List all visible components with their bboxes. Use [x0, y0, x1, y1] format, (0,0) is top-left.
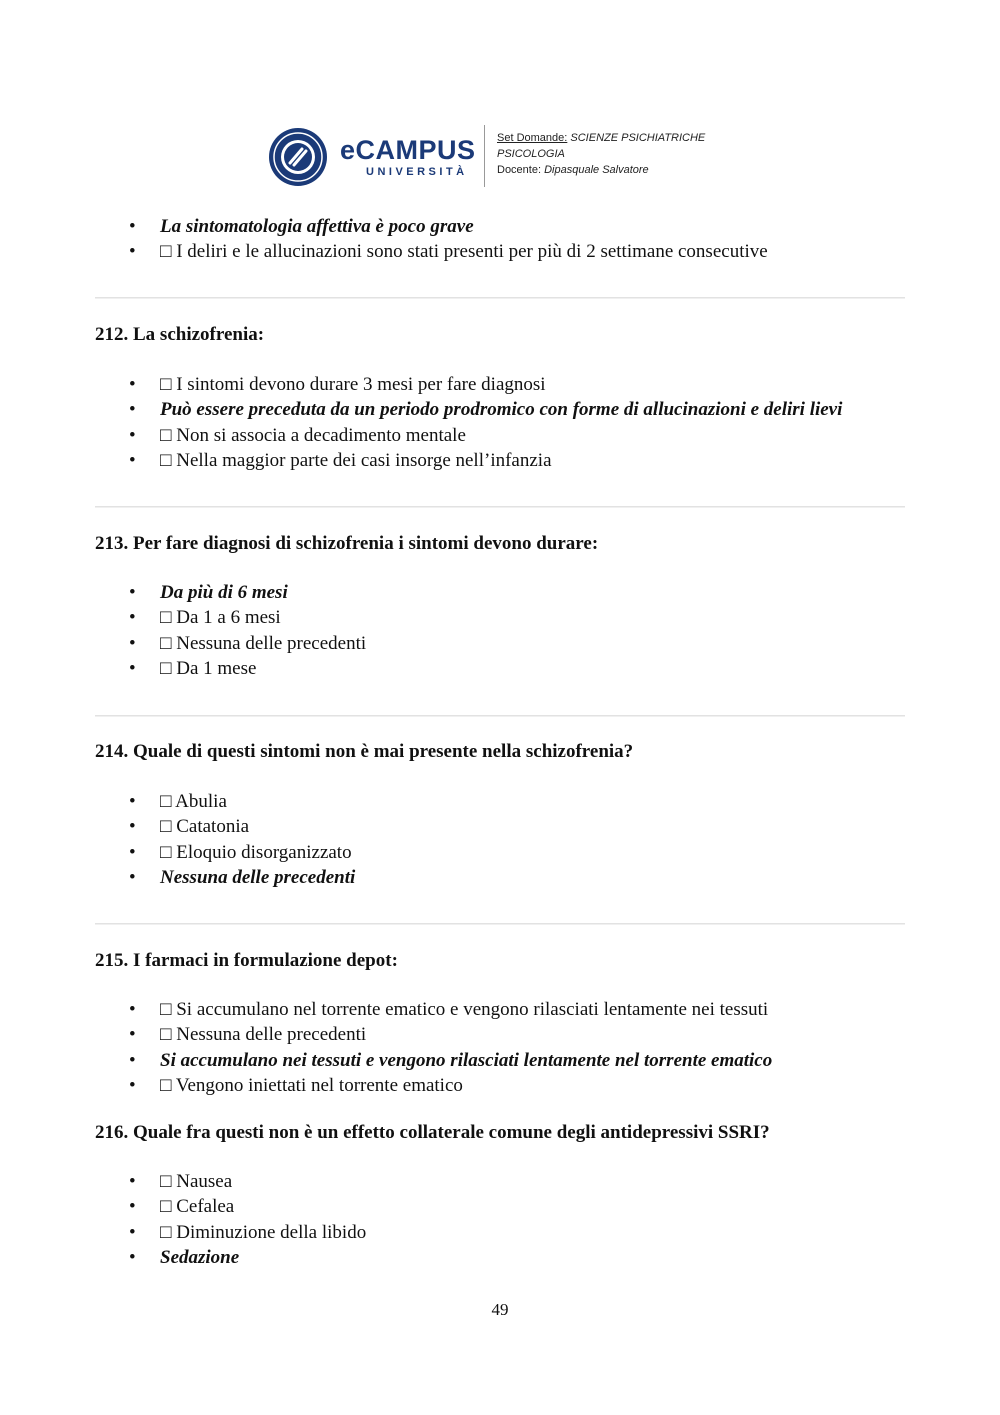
answer-option — [95, 239, 905, 264]
option-text: Può essere preceduta da un periodo prodromico con forme di allucinazioni e deliri lievi — [160, 399, 843, 421]
answer-option-correct — [95, 865, 905, 890]
answer-option — [95, 997, 905, 1022]
bullet: • — [129, 241, 136, 263]
option-text: Sedazione — [160, 1246, 240, 1268]
separator — [95, 923, 905, 925]
option-text: □ Da 1 mese — [160, 657, 257, 679]
answer-option — [95, 1022, 905, 1047]
separator — [95, 506, 905, 508]
bullet: • — [129, 816, 136, 838]
option-text: □ Nella maggior parte dei casi insorge nell’infanzia — [160, 449, 552, 471]
page-number: 49 — [491, 1300, 509, 1319]
question-block — [95, 532, 905, 556]
option-text: □ Vengono iniettati nel torrente ematico — [160, 1074, 463, 1096]
option-text: Nessuna delle precedenti — [160, 866, 356, 888]
bullet: • — [129, 1074, 136, 1096]
answer-option-correct — [95, 580, 905, 605]
answer-option — [95, 1194, 905, 1219]
question-block — [95, 323, 905, 347]
option-text: □ Si accumulano nel torrente ematico e vengono rilasciati lentamente nei tessuti — [160, 999, 769, 1020]
page-header — [268, 123, 728, 189]
bullet: • — [129, 216, 136, 237]
question-text: 215. I farmaci in formulazione depot: — [95, 950, 398, 971]
bullet: • — [129, 791, 136, 812]
answer-option — [95, 789, 905, 814]
answer-option — [95, 1220, 905, 1245]
question-text: 213. Per fare diagnosi di schizofrenia i sintomi devono durare: — [95, 533, 599, 554]
question-text: 216. Quale fra questi non è un effetto collaterale comune degli antidepressivi SSRI? — [95, 1122, 770, 1143]
bullet: • — [129, 1221, 136, 1243]
set-value-2: PSICOLOGIA — [497, 148, 565, 160]
bullet: • — [129, 1196, 136, 1218]
answer-option — [95, 631, 905, 656]
set-label: Set Domande: — [497, 132, 568, 144]
option-text: □ I sintomi devono durare 3 mesi per fare diagnosi — [160, 374, 546, 395]
separator — [95, 715, 905, 717]
option-text: □ Da 1 a 6 mesi — [160, 607, 281, 629]
option-text: Si accumulano nei tessuti e vengono rilasciati lentamente nel torrente ematico — [160, 1049, 773, 1071]
option-text: Da più di 6 mesi — [160, 582, 288, 603]
question-block — [95, 740, 905, 764]
carryover-options — [95, 214, 905, 265]
bullet: • — [129, 399, 136, 421]
bullet: • — [129, 632, 136, 654]
answer-option — [95, 814, 905, 839]
options-list — [95, 1169, 905, 1270]
answer-option — [95, 656, 905, 681]
options-list — [95, 789, 905, 890]
answer-option — [95, 1169, 905, 1194]
header-info — [497, 130, 705, 178]
option-text: □ Catatonia — [160, 816, 250, 838]
options-list — [95, 997, 905, 1098]
bullet: • — [129, 657, 136, 679]
bullet: • — [129, 374, 136, 395]
answer-option-correct — [95, 1245, 905, 1270]
option-text: □ Abulia — [160, 791, 227, 812]
brand-name: eCAMPUS — [340, 135, 476, 165]
option-text: □ Nausea — [160, 1171, 233, 1192]
bullet: • — [129, 1024, 136, 1046]
brand-logotype — [340, 137, 476, 178]
answer-option — [95, 1073, 905, 1098]
option-text: □ Eloquio disorganizzato — [160, 841, 352, 863]
bullet: • — [129, 1171, 136, 1192]
bullet: • — [129, 607, 136, 629]
answer-option — [95, 423, 905, 448]
bullet: • — [129, 1049, 136, 1071]
option-text: □ Diminuzione della libido — [160, 1221, 367, 1243]
bullet: • — [129, 424, 136, 446]
question-text: 212. La schizofrenia: — [95, 324, 265, 345]
option-text: □ I deliri e le allucinazioni sono stati presenti per più di 2 settimane consecutive — [160, 241, 768, 263]
question-text: 214. Quale di questi sintomi non è mai presente nella schizofrenia? — [95, 741, 634, 762]
option-text: La sintomatologia affettiva è poco grave — [160, 216, 474, 237]
option-text: □ Nessuna delle precedenti — [160, 1024, 367, 1046]
question-block — [95, 1121, 905, 1145]
bullet: • — [129, 1246, 136, 1268]
answer-option — [95, 448, 905, 473]
set-value: SCIENZE PSICHIATRICHE — [570, 132, 706, 144]
bullet: • — [129, 841, 136, 863]
bullet: • — [129, 999, 136, 1020]
bullet: • — [129, 866, 136, 888]
option-text: □ Nessuna delle precedenti — [160, 632, 367, 654]
options-list — [95, 580, 905, 681]
answer-option-correct — [95, 214, 905, 239]
answer-option — [95, 605, 905, 630]
bullet: • — [129, 582, 136, 603]
answer-option-correct — [95, 1048, 905, 1073]
question-block — [95, 949, 905, 973]
answer-option — [95, 840, 905, 865]
options-list — [95, 372, 905, 473]
separator — [95, 297, 905, 299]
option-text: □ Cefalea — [160, 1196, 235, 1218]
university-seal-logo — [268, 127, 328, 187]
bullet: • — [129, 449, 136, 471]
header-divider — [484, 125, 485, 187]
option-text: □ Non si associa a decadimento mentale — [160, 424, 466, 446]
brand-subtitle: UNIVERSITÀ — [366, 166, 468, 178]
docente-value: Dipasquale Salvatore — [544, 164, 649, 176]
docente-label: Docente: — [497, 164, 542, 176]
answer-option-correct — [95, 397, 905, 422]
answer-option — [95, 372, 905, 397]
